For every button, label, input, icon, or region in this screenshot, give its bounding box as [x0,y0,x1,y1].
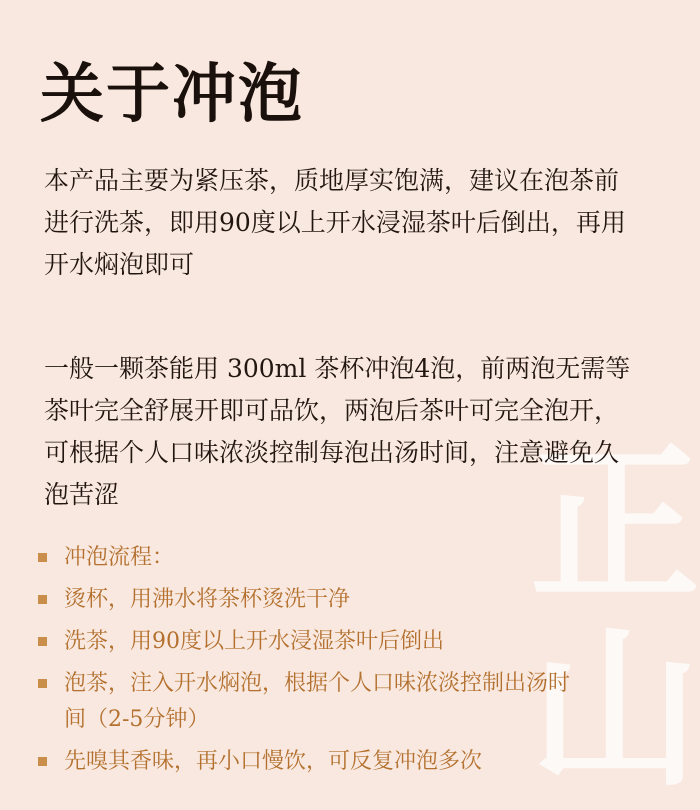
step-text: 洗茶，用90度以上开水浸湿茶叶后倒出 [64,629,444,654]
step-text: 先嗅其香味，再小口慢饮，可反复冲泡多次 [64,749,483,774]
watermark-char-2: 山 [530,610,700,810]
list-item [38,540,578,576]
paragraph-usage: 一般一颗茶能用 300ml 茶杯冲泡4泡，前两泡无需等茶叶完全舒展开即可品饮，两泡后茶叶可完全泡开，可根据个人口味浓淡控制每泡出汤时间，注意避免久泡苦涩 [44,354,631,509]
list-item [38,582,578,618]
paragraph-intro: 本产品主要为紧压茶，质地厚实饱满，建议在泡茶前进行洗茶，即用90度以上开水浸湿茶叶后倒出，再用开水焖泡即可 [44,166,626,279]
step-text: 烫杯，用沸水将茶杯烫洗干净 [64,587,351,612]
brewing-steps-list [38,540,578,786]
watermark-char-1: 正 [530,425,700,625]
list-item [38,624,578,660]
list-item [38,666,578,738]
square-bullet-icon [38,757,47,766]
list-item [38,744,578,780]
square-bullet-icon [38,595,47,604]
square-bullet-icon [38,553,47,562]
page-title: 关于冲泡 [40,56,304,132]
step-text: 冲泡流程： [64,545,175,570]
step-text: 泡茶，注入开水焖泡，根据个人口味浓淡控制出汤时间（2-5分钟） [64,671,571,732]
square-bullet-icon [38,679,47,688]
square-bullet-icon [38,637,47,646]
